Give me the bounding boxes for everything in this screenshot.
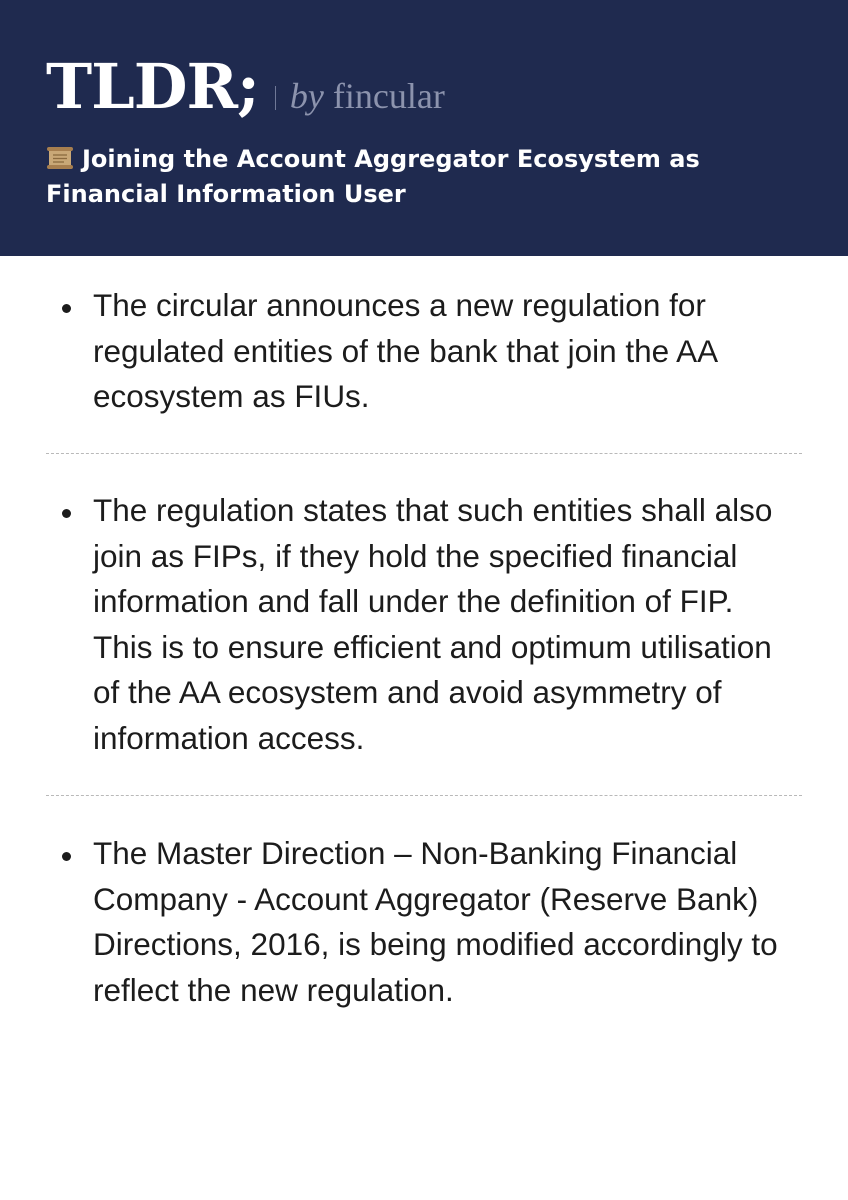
byline-brand: fincular (332, 76, 445, 116)
list-item (62, 488, 792, 761)
bullet-text: The regulation states that such entities shall also join as FIPs, if they hold the specified financial information and fall under the definition of FIP. This is to ensure efficient and optimum utilisation of the AA ecosystem and avoid asymmetry of information access. (93, 492, 773, 756)
list-item (62, 831, 792, 1013)
bullet-text: The Master Direction – Non-Banking Financial Company - Account Aggregator (Reserve Bank) Directions, 2016, is being modified accordingly to reflect the new regulation. (93, 835, 778, 1008)
divider (46, 795, 802, 796)
bullet-text: The circular announces a new regulation for regulated entities of the bank that join the AA ecosystem as FIUs. (93, 287, 717, 414)
bullet-dot (62, 852, 71, 861)
byline-prefix: by (289, 76, 324, 116)
page-title: TLDR; (46, 50, 259, 123)
scroll-icon (46, 145, 74, 169)
list-item (62, 283, 792, 420)
brand-separator (275, 86, 276, 110)
subtitle-text: Joining the Account Aggregator Ecosystem as Financial Information User (46, 145, 700, 208)
header-banner (0, 0, 848, 256)
page-subtitle (46, 142, 786, 212)
byline (290, 75, 445, 117)
divider (46, 453, 802, 454)
bullet-dot (62, 509, 71, 518)
bullet-dot (62, 304, 71, 313)
brand-row (46, 50, 445, 124)
